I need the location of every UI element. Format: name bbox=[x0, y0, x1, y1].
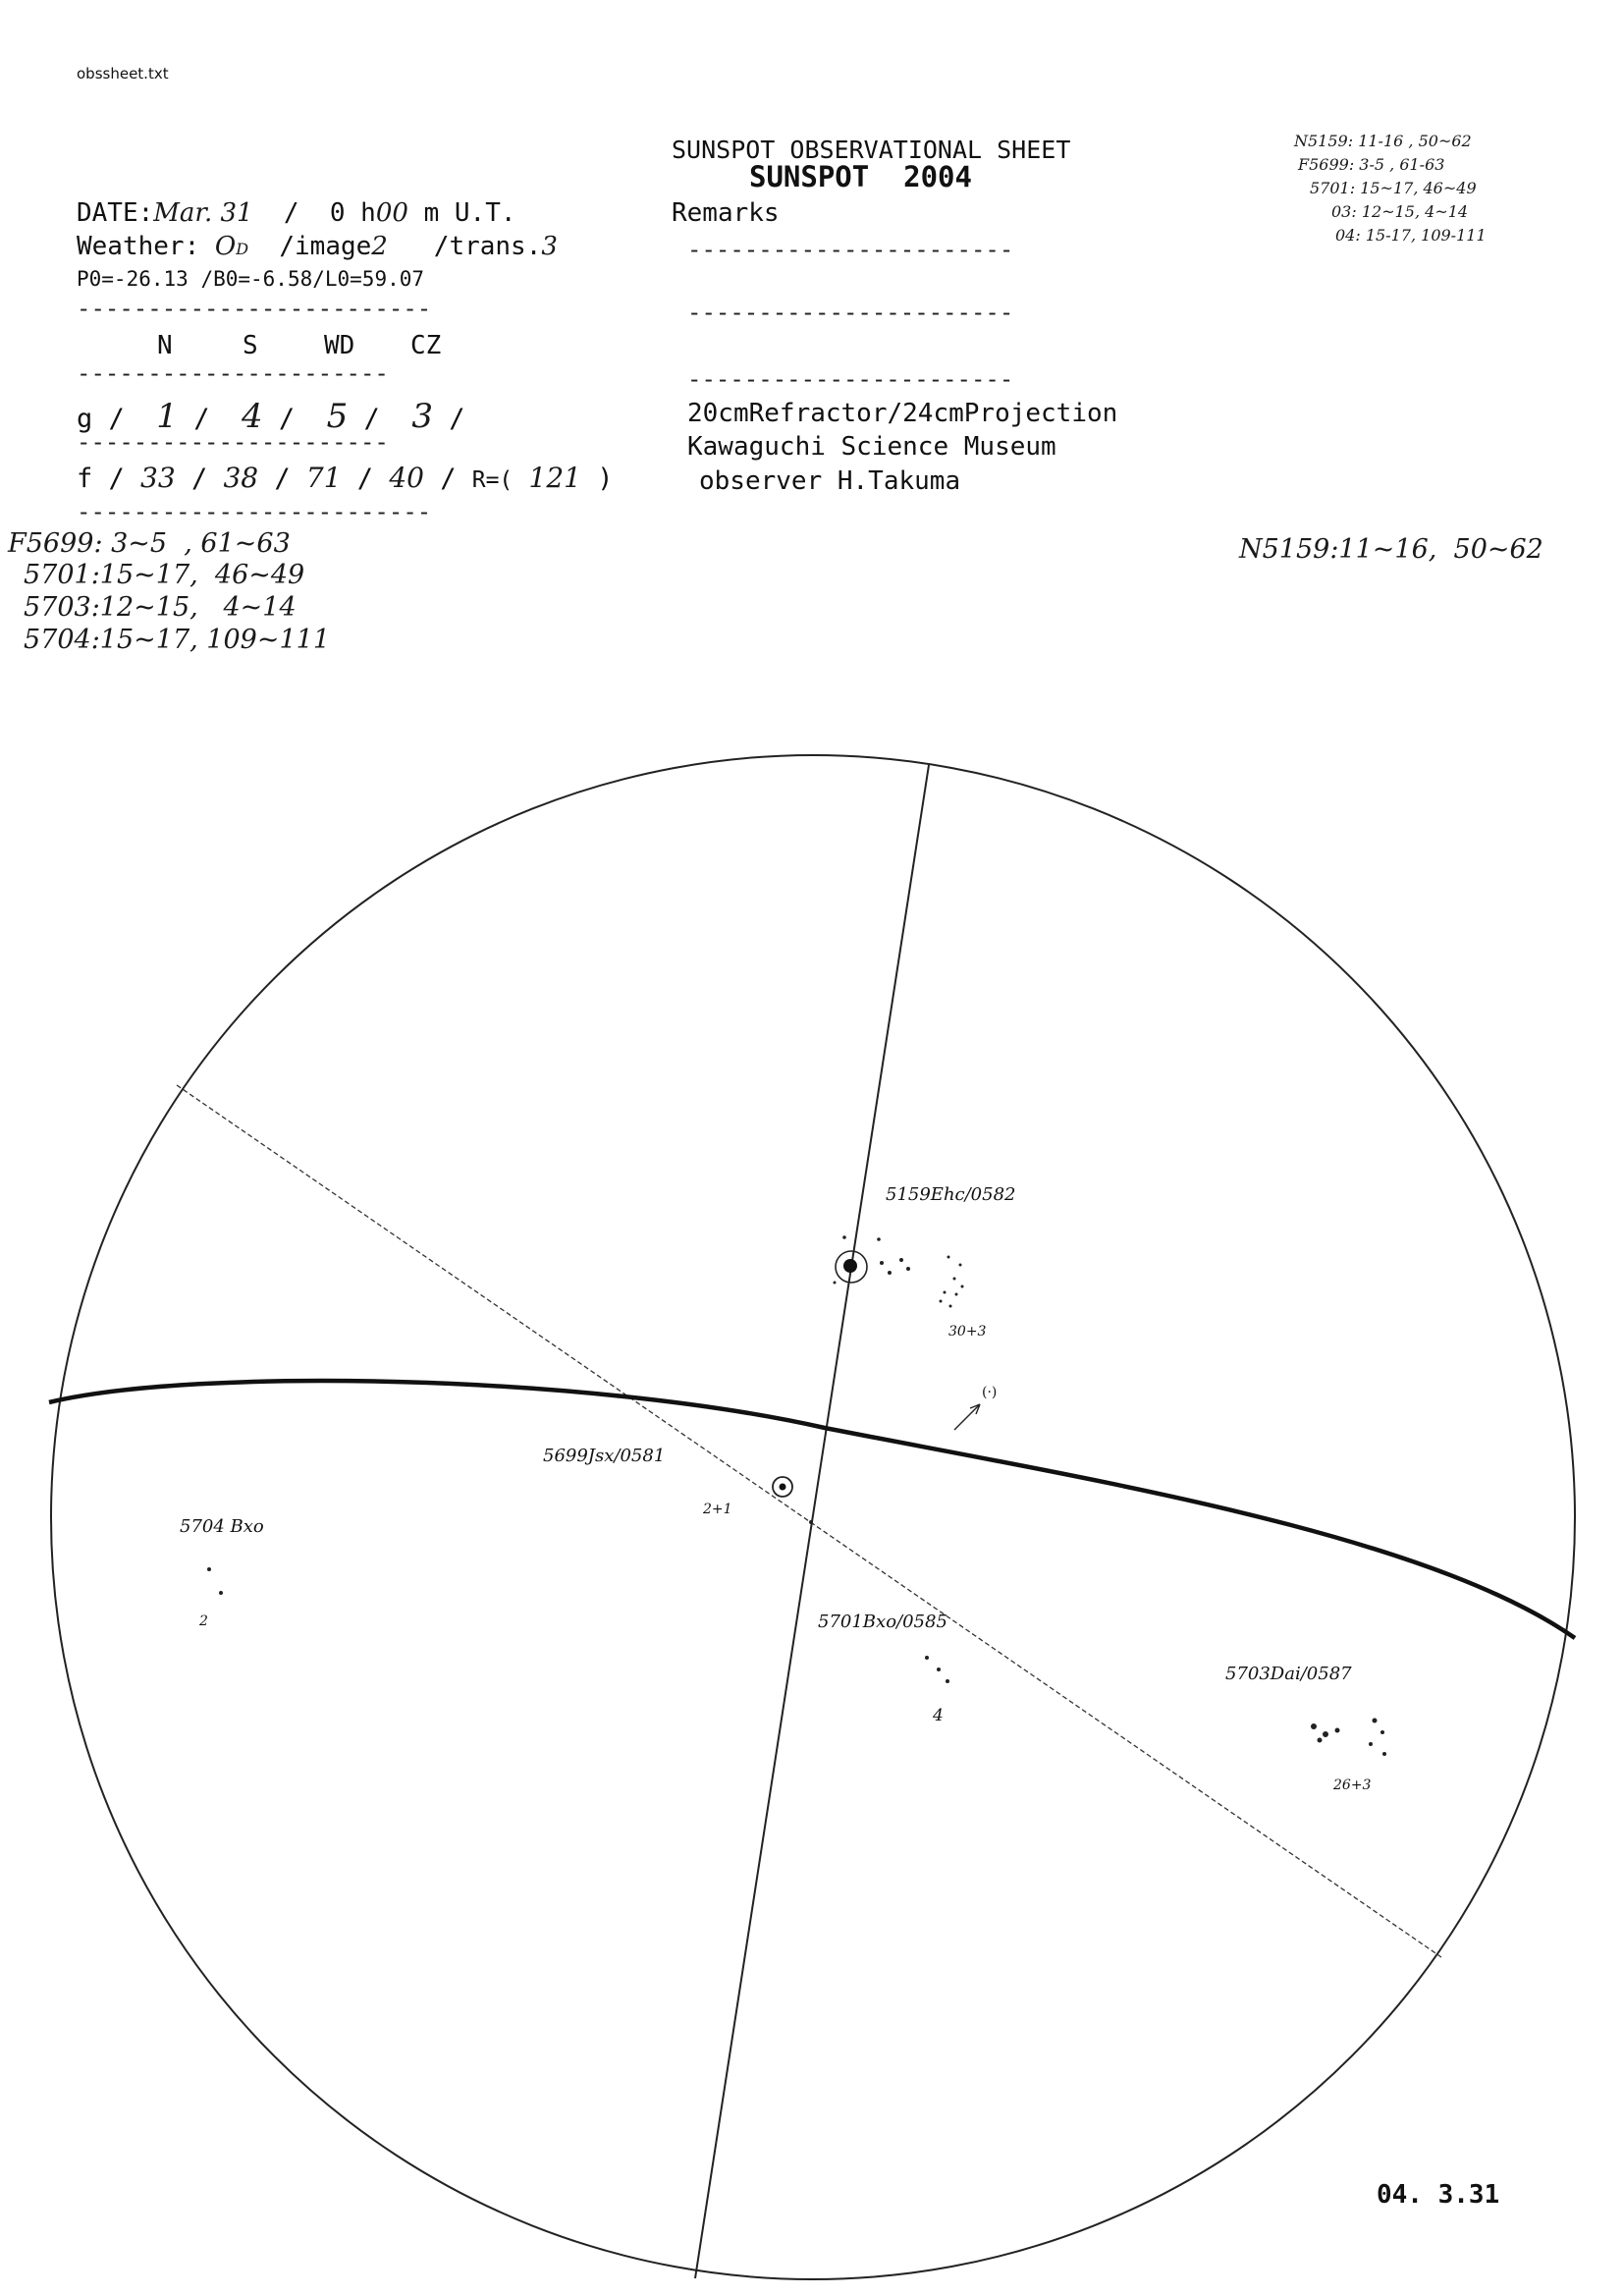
weather-sub: D bbox=[236, 240, 249, 258]
remarks-line: ----------------------- bbox=[687, 299, 1014, 326]
date-stamp: 04. 3.31 bbox=[1377, 2180, 1500, 2210]
label-5701: 5701Bxo/0585 bbox=[818, 1612, 947, 1632]
trans-value: 3 bbox=[541, 232, 558, 261]
sunspot-umbra bbox=[843, 1259, 857, 1273]
r-value: 121 bbox=[528, 462, 581, 494]
count-header-n: N bbox=[157, 331, 173, 360]
image-label: /image bbox=[248, 232, 372, 261]
remarks-line: ----------------------- bbox=[687, 236, 1014, 263]
divider: ------------------------- bbox=[77, 498, 432, 525]
date-label: DATE: bbox=[77, 198, 154, 228]
l0-value: /L0=59.07 bbox=[312, 267, 425, 291]
time-suffix: m U.T. bbox=[407, 198, 516, 228]
b0-value: /B0=-6.58 bbox=[188, 267, 313, 291]
count-header-cz: CZ bbox=[410, 331, 442, 360]
note-top-right-1: N5159: 11-16 , 50~62 bbox=[1294, 132, 1472, 150]
r-close: ) bbox=[597, 464, 614, 494]
remarks-label: Remarks bbox=[672, 198, 780, 228]
file-name: obssheet.txt bbox=[77, 65, 169, 82]
trans-label: /trans. bbox=[387, 232, 542, 261]
arrow-mark: (·) bbox=[982, 1385, 998, 1400]
g-label: g bbox=[77, 404, 93, 434]
note-right: N5159:11~16, 50~62 bbox=[1239, 534, 1543, 565]
count-5159: 30+3 bbox=[948, 1324, 987, 1339]
note-top-right-2: F5699: 3-5 , 61-63 bbox=[1298, 155, 1445, 174]
divider: ------------------------- bbox=[77, 295, 432, 322]
note-top-right-3: 5701: 15~17, 46~49 bbox=[1310, 179, 1477, 197]
equator-curve bbox=[49, 1381, 1575, 1638]
note-top-right-4: 03: 12~15, 4~14 bbox=[1331, 202, 1469, 221]
weather-value: O bbox=[214, 232, 237, 261]
f-n: 33 bbox=[140, 462, 176, 494]
remarks-line: ----------------------- bbox=[687, 365, 1014, 393]
label-5703: 5703Dai/0587 bbox=[1225, 1664, 1352, 1684]
g-cz: 3 bbox=[411, 397, 433, 436]
weather-label: Weather: bbox=[77, 232, 215, 261]
p0-value: P0=-26.13 bbox=[77, 267, 189, 291]
time-separator: / 0 h bbox=[252, 198, 376, 228]
label-5159: 5159Ehc/0582 bbox=[886, 1184, 1016, 1205]
g-s: 4 bbox=[241, 397, 263, 436]
f-row: f / 33 / 38 / 71 / 40 / R=( 121 ) bbox=[77, 462, 614, 494]
location-text: Kawaguchi Science Museum bbox=[687, 432, 1056, 462]
note-left-2: 5701:15~17, 46~49 bbox=[24, 560, 305, 590]
divider: ---------------------- bbox=[77, 359, 389, 387]
note-top-right-5: 04: 15-17, 109-111 bbox=[1335, 226, 1487, 245]
count-5699: 2+1 bbox=[703, 1502, 732, 1517]
divider: ---------------------- bbox=[77, 428, 389, 456]
f-cz: 40 bbox=[389, 462, 424, 494]
note-left-4: 5704:15~17, 109~111 bbox=[24, 625, 331, 655]
spot-group-5159 bbox=[834, 1235, 964, 1307]
g-n: 1 bbox=[156, 397, 178, 436]
spot-group-5703 bbox=[1311, 1719, 1386, 1757]
f-s: 38 bbox=[223, 462, 259, 494]
instrument-text: 20cmRefractor/24cmProjection bbox=[687, 399, 1118, 428]
date-value: Mar. 31 bbox=[153, 198, 253, 228]
count-5703: 26+3 bbox=[1333, 1777, 1372, 1793]
label-5699: 5699Jsx/0581 bbox=[543, 1446, 666, 1466]
f-label: f bbox=[77, 464, 93, 494]
image-value: 2 bbox=[371, 232, 388, 261]
arrow-line bbox=[954, 1404, 980, 1430]
count-header-wd: WD bbox=[324, 331, 355, 360]
r-label: R=( bbox=[471, 467, 514, 493]
diagonal-line bbox=[177, 1085, 1441, 1957]
time-minutes: 00 bbox=[375, 198, 408, 228]
sheet-subtitle: SUNSPOT 2004 bbox=[749, 160, 972, 193]
g-wd: 5 bbox=[326, 397, 349, 436]
note-left-1: F5699: 3~5 , 61~63 bbox=[8, 528, 291, 559]
count-5701: 4 bbox=[933, 1706, 944, 1725]
g-row: g / 1 / 4 / 5 / 3 / bbox=[77, 397, 465, 436]
observer-text: observer H.Takuma bbox=[699, 466, 961, 496]
note-left-3: 5703:12~15, 4~14 bbox=[24, 592, 297, 623]
count-5704: 2 bbox=[199, 1613, 208, 1629]
spot-group-5701 bbox=[925, 1656, 949, 1683]
f-wd: 71 bbox=[305, 462, 342, 494]
count-header-s: S bbox=[243, 331, 258, 360]
label-5704: 5704 Bxo bbox=[180, 1516, 264, 1537]
sheet-title: SUNSPOT OBSERVATIONAL SHEET bbox=[672, 136, 1071, 164]
spot-group-5704 bbox=[207, 1567, 223, 1595]
